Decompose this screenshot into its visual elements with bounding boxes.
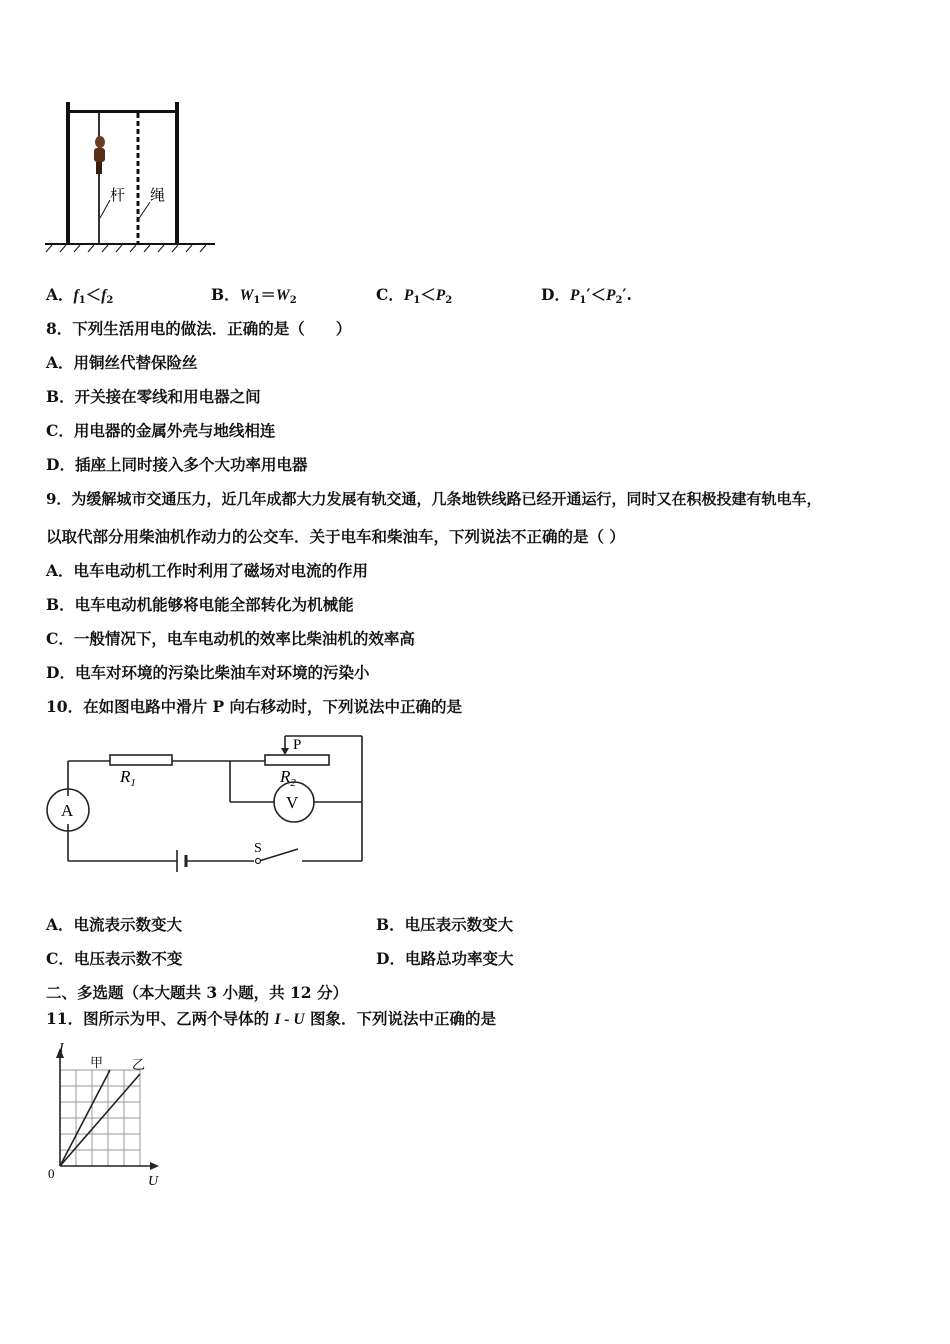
q10-option-d[interactable]: D．电路总功率变大 bbox=[376, 949, 514, 968]
label-rope: 绳 bbox=[150, 188, 166, 204]
q9-option-c[interactable]: C．一般情况下，电车电动机的效率比柴油机的效率高 bbox=[46, 629, 415, 648]
q8-option-a[interactable]: A．用铜丝代替保险丝 bbox=[46, 353, 198, 372]
q7-option-a[interactable]: A．$f_1<f_2$ bbox=[46, 285, 114, 306]
section-title: 二、多选题（本大题共 3 小题，共 12 分） bbox=[46, 983, 348, 1002]
iu-graph bbox=[42, 1040, 172, 1190]
x-axis-label: U bbox=[148, 1174, 159, 1189]
origin-label: 0 bbox=[48, 1166, 55, 1181]
q9-option-a[interactable]: A．电车电动机工作时利用了磁场对电流的作用 bbox=[46, 561, 369, 580]
q8-option-c[interactable]: C．用电器的金属外壳与地线相连 bbox=[46, 421, 276, 440]
q9-stem-line1: 9．为缓解城市交通压力，近几年成都大力发展有轨交通，几条地铁线路已经开通运行，同时又在积极投建有轨电车， bbox=[46, 490, 822, 508]
q9-option-b[interactable]: B．电车电动机能够将电能全部转化为机械能 bbox=[46, 595, 354, 614]
q7-option-b[interactable]: B．$W_1=W_2$ bbox=[211, 285, 297, 306]
q9-option-d[interactable]: D．电车对环境的污染比柴油车对环境的污染小 bbox=[46, 663, 370, 682]
q8-stem: 8．下列生活用电的做法．正确的是（ ） bbox=[46, 319, 352, 338]
label-pole: 杆 bbox=[110, 188, 126, 204]
switch-label: S bbox=[254, 841, 262, 856]
r1-label: $R_1$ bbox=[120, 767, 136, 789]
q10-option-b[interactable]: B．电压表示数变大 bbox=[376, 915, 514, 934]
q7-option-d[interactable]: D．$P_1'<P_2'$. bbox=[541, 285, 632, 306]
y-axis-label: I bbox=[59, 1041, 64, 1056]
q10-option-a[interactable]: A．电流表示数变大 bbox=[46, 915, 183, 934]
q10-option-c[interactable]: C．电压表示数不变 bbox=[46, 949, 183, 968]
label-yi: 乙 bbox=[132, 1057, 146, 1072]
q8-option-b[interactable]: B．开关接在零线和用电器之间 bbox=[46, 387, 261, 406]
voltmeter-label: V bbox=[286, 793, 299, 812]
q10-stem: 10．在如图电路中滑片 P 向右移动时，下列说法中正确的是 bbox=[46, 697, 463, 716]
q11-stem: 11．图所示为甲、乙两个导体的 I - U 图象．下列说法中正确的是 bbox=[46, 1009, 497, 1028]
label-jia: 甲 bbox=[90, 1055, 104, 1070]
r2-label: $R_2$ bbox=[280, 767, 296, 789]
q8-option-d[interactable]: D．插座上同时接入多个大功率用电器 bbox=[46, 455, 308, 474]
slider-label: P bbox=[293, 737, 302, 753]
ammeter-label: A bbox=[61, 801, 74, 820]
q9-stem-line2: 以取代部分用柴油机作动力的公交车．关于电车和柴油车，下列说法不正确的是（ ） bbox=[46, 527, 625, 546]
circuit-diagram bbox=[40, 728, 370, 876]
q7-option-c[interactable]: C．$P_1<P_2$ bbox=[376, 285, 453, 306]
pole-rope-figure bbox=[40, 96, 220, 256]
